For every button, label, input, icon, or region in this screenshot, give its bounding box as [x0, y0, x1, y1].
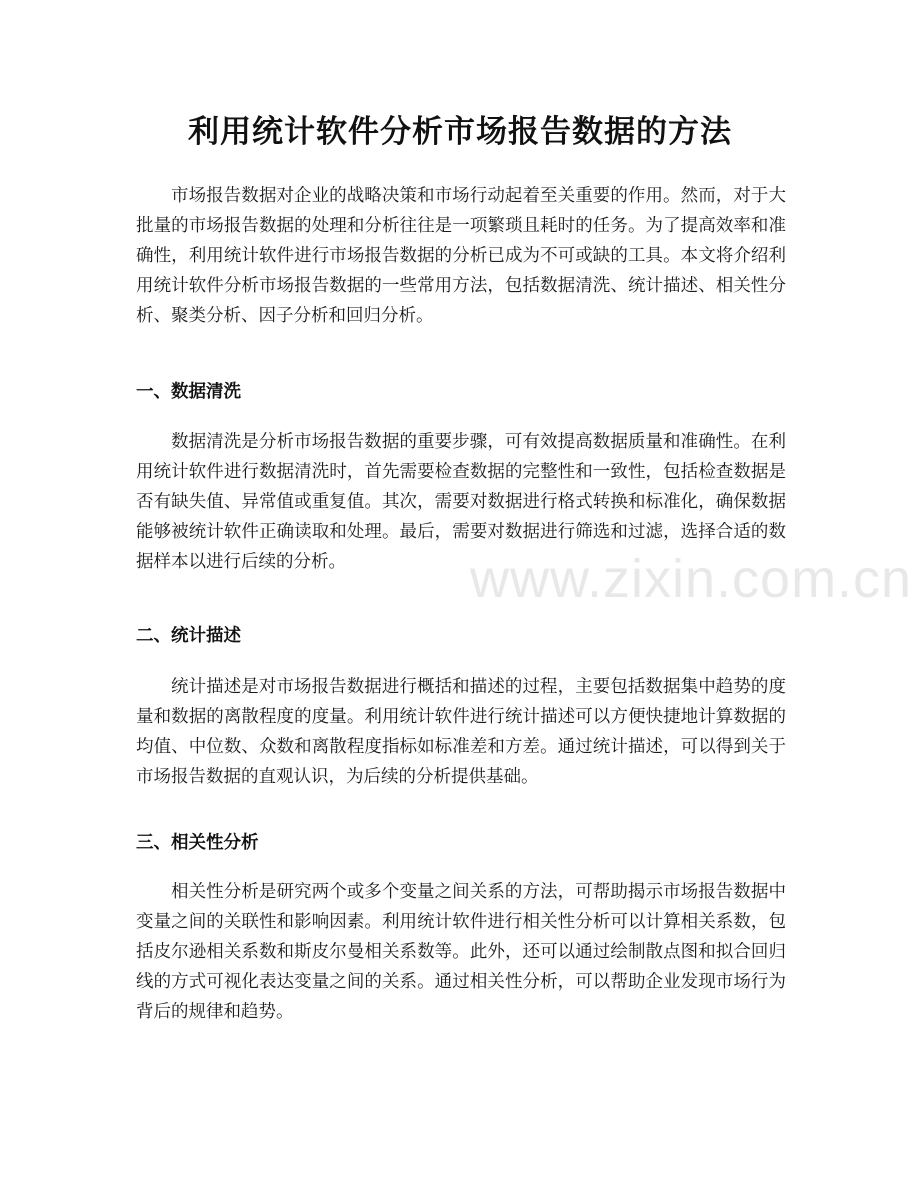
watermark: www.zixin.com.cn	[470, 549, 913, 609]
section-heading-statistical-description: 二、统计描述	[136, 626, 241, 646]
section-heading-correlation-analysis: 三、相关性分析	[136, 833, 259, 853]
intro-paragraph: 市场报告数据对企业的战略决策和市场行动起着至关重要的作用。然而，对于大批量的市场报告数据的处理和分析往往是一项繁琐且耗时的任务。为了提高效率和准确性，利用统计软件进行市场报告数据的分析已成为不可或缺的工具。本文将介绍利用统计软件分析市场报告数据的一些常用方法，包括数据清洗、统计描述、相关性分析、聚类分析、因子分析和回归分析。	[136, 186, 786, 326]
document-title: 利用统计软件分析市场报告数据的方法	[188, 114, 732, 150]
section-body-correlation-analysis: 相关性分析是研究两个或多个变量之间关系的方法，可帮助揭示市场报告数据中变量之间的关联性和影响因素。利用统计软件进行相关性分析可以计算相关系数，包括皮尔逊相关系数和斯皮尔曼相关系数等。此外，还可以通过绘制散点图和拟合回归线的方式可视化表达变量之间的关系。通过相关性分析，可以帮助企业发现市场行为背后的规律和趋势。	[136, 882, 786, 1022]
section-body-statistical-description: 统计描述是对市场报告数据进行概括和描述的过程，主要包括数据集中趋势的度量和数据的离散程度的度量。利用统计软件进行统计描述可以方便快捷地计算数据的均值、中位数、众数和离散程度指标如标准差和方差。通过统计描述，可以得到关于市场报告数据的直观认识，为后续的分析提供基础。	[136, 677, 786, 787]
section-body-data-cleaning: 数据清洗是分析市场报告数据的重要步骤，可有效提高数据质量和准确性。在利用统计软件进行数据清洗时，首先需要检查数据的完整性和一致性，包括检查数据是否有缺失值、异常值或重复值。其次，需要对数据进行格式转换和标准化，确保数据能够被统计软件正确读取和处理。最后，需要对数据进行筛选和过滤，选择合适的数据样本以进行后续的分析。	[136, 432, 786, 572]
section-heading-data-cleaning: 一、数据清洗	[136, 382, 241, 402]
